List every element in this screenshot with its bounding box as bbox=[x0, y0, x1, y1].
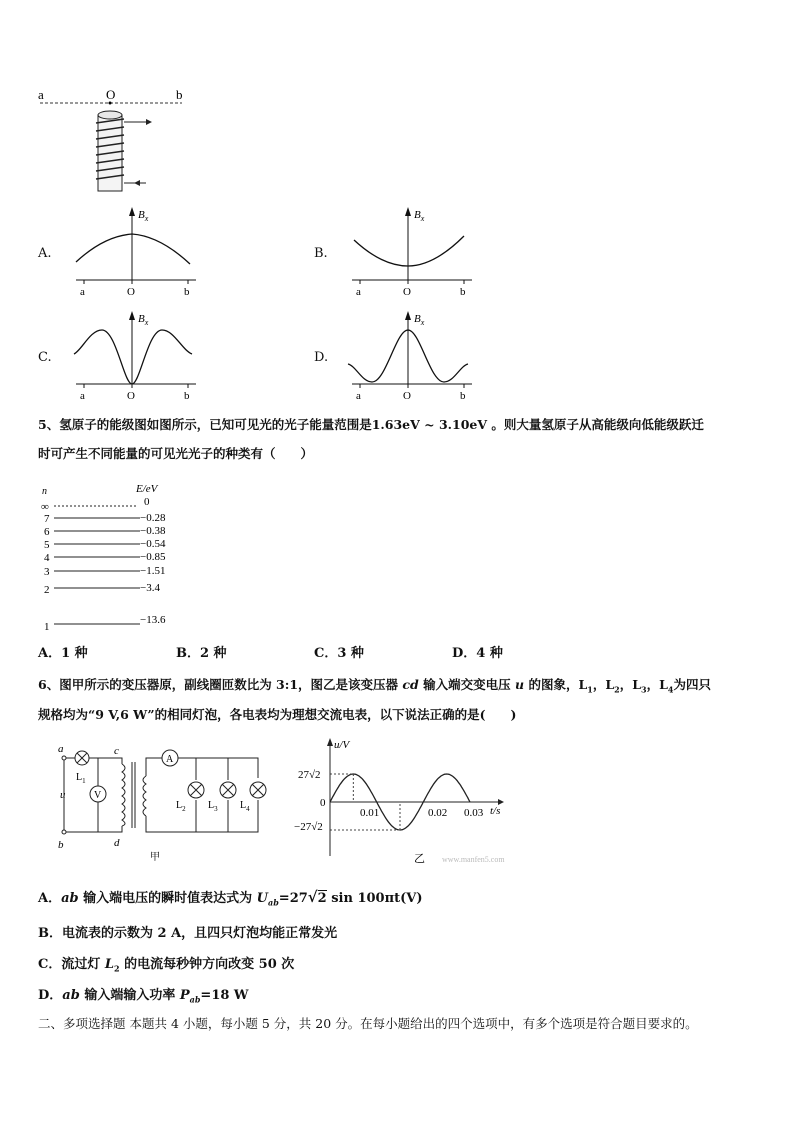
section2-heading: 二、多项选择题 本题共 4 小题，每小题 5 分，共 20 分。在每小题给出的四个选项中，有多个选项是符合题目要求的。 bbox=[38, 1016, 698, 1031]
level-e-5: −0.54 bbox=[140, 538, 166, 550]
circuit-label-a: a bbox=[58, 743, 64, 755]
graph-c-tick-o: O bbox=[127, 390, 135, 402]
graph-d-tick-o: O bbox=[403, 390, 411, 402]
level-n-4: 4 bbox=[44, 552, 50, 564]
voltage-graph bbox=[290, 734, 520, 868]
level-n-2: 2 bbox=[44, 584, 50, 596]
level-n-header: n bbox=[42, 486, 47, 497]
coil-figure bbox=[30, 85, 200, 195]
level-e-inf: 0 bbox=[144, 496, 150, 508]
level-e-7: −0.28 bbox=[140, 512, 166, 524]
q5-line1: 5、氢原子的能级图如图所示，已知可见光的光子能量范围是1.63eV ~ 3.10eV 。则大量氢原子从高能级向低能级跃迁 bbox=[38, 417, 704, 432]
graph-c-axis-label: $B_x$ bbox=[138, 313, 149, 327]
coil-label-a: a bbox=[38, 87, 44, 102]
q5-option-c: C．3 种 bbox=[314, 646, 364, 661]
graph-tick-3: 0.03 bbox=[464, 807, 484, 819]
graph-a-tick-b: b bbox=[184, 286, 190, 298]
graph-yneg: −27√2 bbox=[294, 821, 323, 833]
level-e-1: −13.6 bbox=[140, 614, 166, 626]
level-n-inf: ∞ bbox=[41, 501, 49, 513]
q6-option-c: C．流过灯 $L_2$ 的电流每秒钟方向改变 50 次 bbox=[38, 957, 295, 974]
graph-a-tick-a: a bbox=[80, 286, 85, 298]
graph-a-curve bbox=[76, 234, 190, 264]
circuit-label-b: b bbox=[58, 839, 64, 851]
q6-option-a: A．ab 输入端电压的瞬时值表达式为 $U_{ab}=27√2$ sin 100πt(V) bbox=[38, 888, 423, 908]
coil-label-b: b bbox=[176, 87, 183, 102]
graph-d-axis-label: $B_x$ bbox=[414, 313, 425, 327]
graph-b-tick-o: O bbox=[403, 286, 411, 298]
graph-ylabel: u/V bbox=[334, 739, 350, 751]
option-d-label: D. bbox=[314, 350, 329, 365]
graph-a-axis-label: $B_x$ bbox=[138, 209, 149, 223]
circuit-ammeter: A bbox=[166, 754, 174, 765]
circuit-L3: $L_3$ bbox=[208, 800, 218, 813]
option-b-label: B. bbox=[314, 246, 328, 261]
q6-option-b: B．电流表的示数为 2 A，且四只灯泡均能正常发光 bbox=[38, 926, 338, 941]
graph-d bbox=[342, 308, 482, 404]
level-n-3: 3 bbox=[44, 566, 50, 578]
level-e-2: −3.4 bbox=[140, 582, 160, 594]
graph-c-tick-b: b bbox=[184, 390, 190, 402]
graph-d-tick-b: b bbox=[460, 390, 466, 402]
level-e-6: −0.38 bbox=[140, 525, 166, 537]
graph-c bbox=[66, 308, 206, 404]
graph-a bbox=[66, 204, 206, 300]
q5-option-b: B．2 种 bbox=[176, 646, 227, 661]
energy-level-diagram bbox=[36, 480, 186, 638]
q5-option-d: D．4 种 bbox=[452, 646, 503, 661]
q6-line2: 规格均为“9 V,6 W”的相同灯泡，各电表均为理想交流电表，以下说法正确的是( ) bbox=[38, 707, 517, 722]
circuit-voltmeter: V bbox=[94, 790, 102, 801]
graph-b-tick-a: a bbox=[356, 286, 361, 298]
coil-label-o: O bbox=[106, 87, 116, 102]
graph-watermark: www.manfen5.com bbox=[442, 855, 505, 864]
level-e-header: E/eV bbox=[136, 483, 158, 495]
graph-zero: 0 bbox=[320, 797, 326, 809]
level-n-6: 6 bbox=[44, 526, 50, 538]
graph-caption: 乙 bbox=[414, 853, 425, 865]
graph-b-curve bbox=[354, 236, 464, 266]
level-n-5: 5 bbox=[44, 539, 50, 551]
transformer-circuit bbox=[52, 740, 282, 870]
circuit-L2: $L_2$ bbox=[176, 800, 186, 813]
level-n-7: 7 bbox=[44, 513, 50, 525]
graph-c-tick-a: a bbox=[80, 390, 85, 402]
level-e-3: −1.51 bbox=[140, 565, 166, 577]
graph-b-tick-b: b bbox=[460, 286, 466, 298]
q6-line1: 6、图甲所示的变压器原，副线圈匝数比为 3:1，图乙是该变压器 cd 输入端交变电压 u 的图象，$L_1$，$L_2$，$L_3$，$L_4$为四只 bbox=[38, 677, 711, 695]
circuit-L1: $L_1$ bbox=[76, 772, 86, 785]
graph-a-tick-o: O bbox=[127, 286, 135, 298]
circuit-caption: 甲 bbox=[150, 852, 160, 863]
graph-c-curve bbox=[74, 330, 192, 384]
level-e-4: −0.85 bbox=[140, 551, 166, 563]
option-c-label: C. bbox=[38, 350, 52, 365]
graph-xlabel: t/s bbox=[490, 805, 501, 817]
q6-option-d: D．ab 输入端输入功率 $P_{ab}=18$ W bbox=[38, 988, 249, 1005]
graph-tick-1: 0.01 bbox=[360, 807, 380, 819]
graph-ypos: 27√2 bbox=[298, 769, 321, 781]
circuit-label-d: d bbox=[114, 837, 120, 849]
circuit-label-u: u bbox=[60, 789, 66, 801]
option-a-label: A. bbox=[38, 246, 52, 261]
q5-line2: 时可产生不同能量的可见光光子的种类有（ ） bbox=[38, 446, 314, 461]
graph-b bbox=[342, 204, 482, 300]
level-n-1: 1 bbox=[44, 621, 50, 633]
graph-b-axis-label: $B_x$ bbox=[414, 209, 425, 223]
circuit-L4: $L_4$ bbox=[240, 800, 250, 813]
circuit-label-c: c bbox=[114, 745, 119, 757]
q5-option-a: A．1 种 bbox=[38, 646, 88, 661]
graph-tick-2: 0.02 bbox=[428, 807, 448, 819]
graph-d-tick-a: a bbox=[356, 390, 361, 402]
